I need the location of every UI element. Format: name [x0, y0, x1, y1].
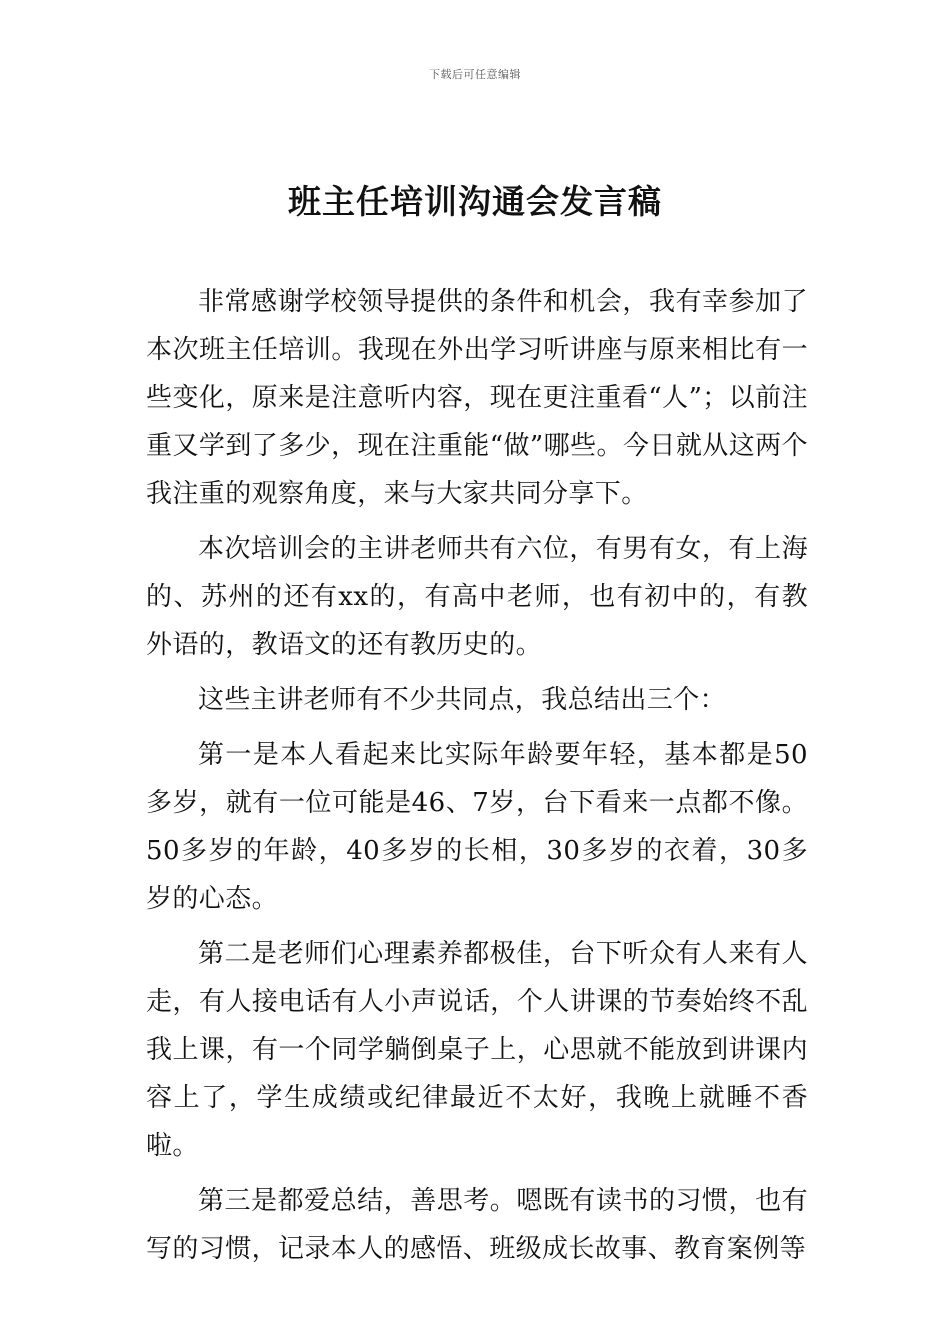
paragraph-3: 这些主讲老师有不少共同点，我总结出三个：	[198, 685, 727, 715]
header-note: 下载后可任意编辑	[429, 68, 521, 81]
document-body	[146, 278, 808, 1273]
paragraph-1: 非常感谢学校领导提供的条件和机会，我有幸参加了本次班主任培训。我现在外出学习听讲座与原来相比有一些变化，原来是注意听内容，现在更注重看“人”；以前注重又学到了多少，现在注重能“做”哪些。今日就从这两个我注重的观察角度，来与大家共同分享下。	[146, 287, 808, 509]
paragraph-6: 第三是都爱总结，善思考。嗯既有读书的习惯，也有写的习惯，记录本人的感悟、班级成长故事、教育案例等	[146, 1186, 808, 1264]
document-title: 班主任培训沟通会发言稿	[288, 182, 662, 221]
paragraph-2: 本次培训会的主讲老师共有六位，有男有女，有上海的、苏州的还有xx的，有高中老师，也有初中的，有教外语的，教语文的还有教历史的。	[146, 534, 808, 660]
paragraph-5: 第二是老师们心理素养都极佳，台下听众有人来有人走，有人接电话有人小声说话，个人讲课的节奏始终不乱我上课，有一个同学躺倒桌子上，心思就不能放到讲课内容上了，学生成绩或纪律最近不太好，我晚上就睡不香啦。	[146, 939, 808, 1161]
paragraph-4: 第一是本人看起来比实际年龄要年轻，基本都是50多岁，就有一位可能是46、7岁，台下看来一点都不像。50多岁的年龄，40多岁的长相，30多岁的衣着，30多岁的心态。	[146, 740, 808, 914]
